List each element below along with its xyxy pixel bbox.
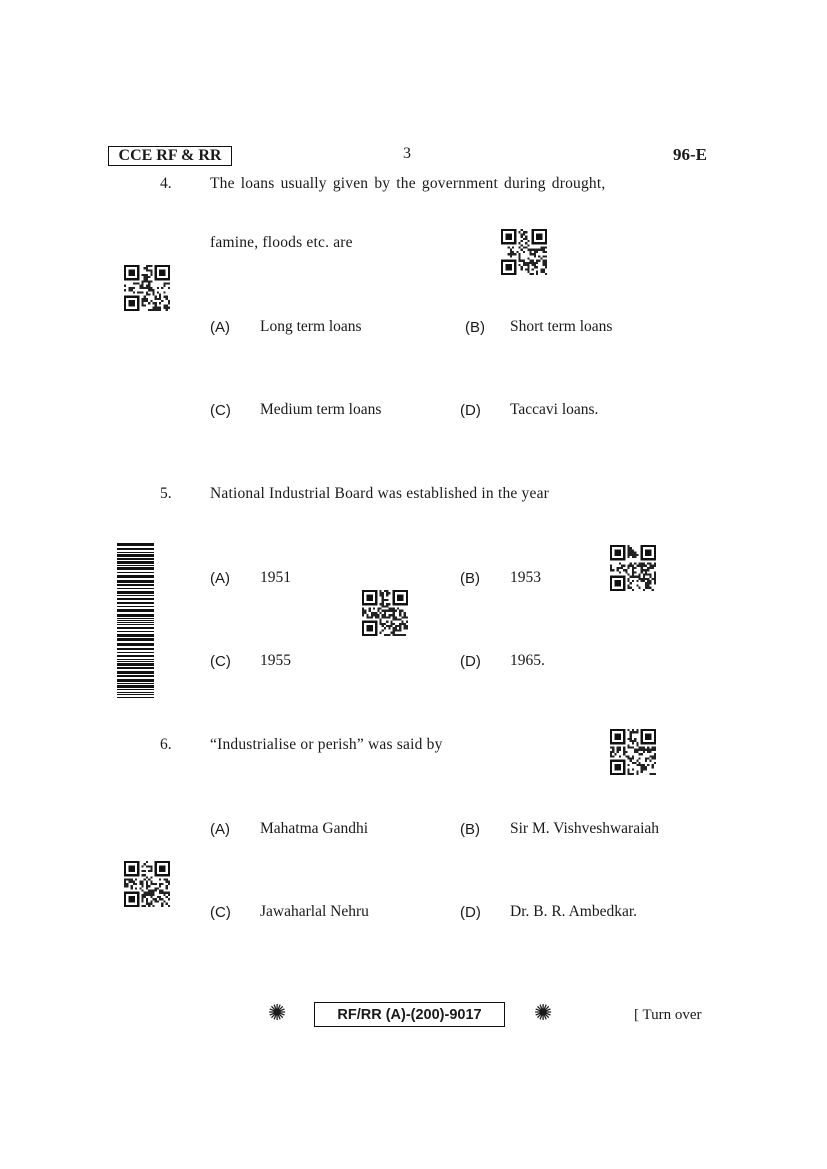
q6-option-b-text: Sir M. Vishveshwaraiah [510,820,660,837]
q4-option-d-text: Taccavi loans. [510,401,599,418]
q6-option-a-letter: (A) [210,821,230,838]
question-5-number: 5. [160,485,172,502]
q5-option-b-letter: (B) [460,570,480,587]
q5-option-b-text: 1953 [510,569,541,586]
footer-star-left-icon: ✺ [268,1001,287,1026]
qr-code-icon [501,229,547,275]
footer-paper-code: RF/RR (A)-(200)-9017 [314,1002,505,1027]
q4-option-a-text: Long term loans [260,318,362,335]
q4-option-c-letter: (C) [210,402,231,419]
q6-option-d-text: Dr. B. R. Ambedkar. [510,903,638,920]
q5-option-d-text: 1965. [510,652,545,669]
q6-option-b-letter: (B) [460,821,480,838]
q5-option-d-letter: (D) [460,653,481,670]
question-6-number: 6. [160,736,172,753]
q6-option-c-letter: (C) [210,904,231,921]
qr-code-icon [610,545,656,591]
qr-code-icon [362,590,408,636]
footer-star-right-icon: ✺ [534,1001,553,1026]
qr-code-icon [124,265,170,311]
q4-option-c-text: Medium term loans [260,401,382,418]
q5-option-c-letter: (C) [210,653,231,670]
turn-over-note: [ Turn over [634,1007,702,1023]
qr-code-icon [124,861,170,907]
q6-option-d-letter: (D) [460,904,481,921]
header-subject-box: CCE RF & RR [108,146,232,166]
question-4-text-line2: famine, floods etc. are [210,234,353,251]
q5-option-c-text: 1955 [260,652,291,669]
q6-option-a-text: Mahatma Gandhi [260,820,369,837]
q4-option-d-letter: (D) [460,402,481,419]
question-5-text: National Industrial Board was established in the year [210,485,550,502]
q6-option-c-text: Jawaharlal Nehru [260,903,369,920]
paper-code: 96-E [673,145,707,164]
q4-option-b-text: Short term loans [510,318,613,335]
question-4-number: 4. [160,175,172,192]
page-number: 3 [403,145,411,162]
q4-option-a-letter: (A) [210,319,230,336]
barcode-icon [117,543,154,699]
q5-option-a-letter: (A) [210,570,230,587]
q4-option-b-letter: (B) [465,319,485,336]
qr-code-icon [610,729,656,775]
q5-option-a-text: 1951 [260,569,291,586]
question-6-text: “Industrialise or perish” was said by [210,736,443,753]
question-4-text-line1: The loans usually given by the government during drought, [210,175,606,192]
